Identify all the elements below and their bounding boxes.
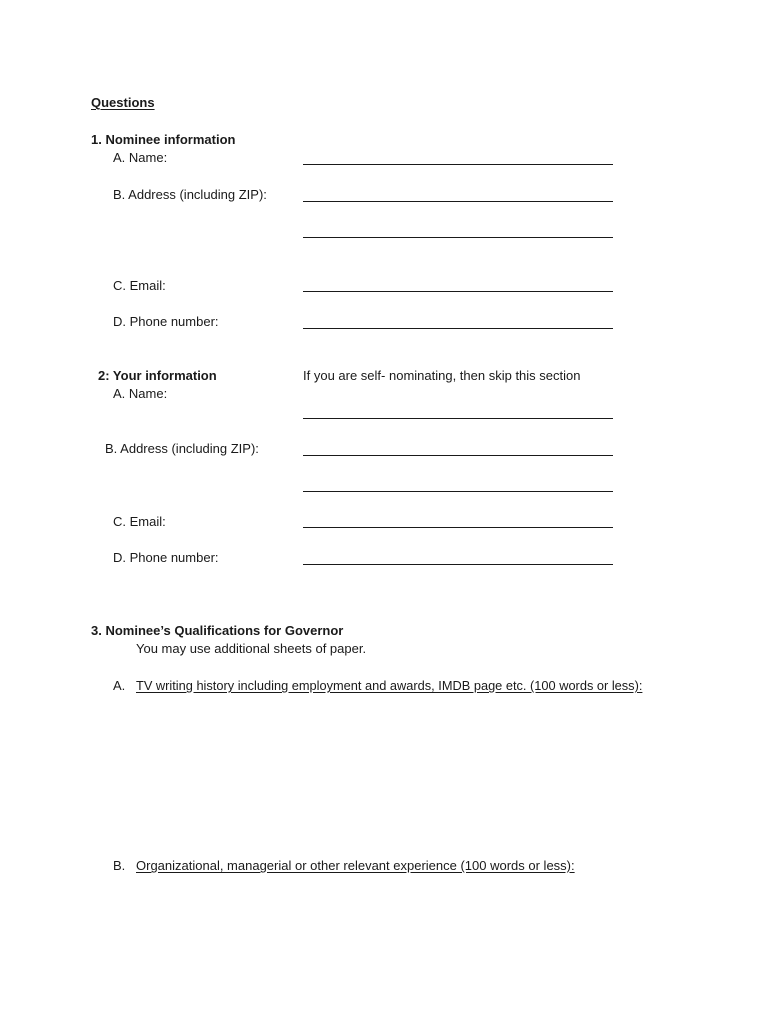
section-3-subtitle: You may use additional sheets of paper. [136, 641, 367, 656]
nominee-email-label: C. Email: [113, 278, 166, 293]
nominee-name-label: A. Name: [113, 150, 168, 165]
item-a-marker: A. [113, 678, 126, 693]
your-address-label: B. Address (including ZIP): [105, 441, 259, 456]
your-phone-field[interactable] [303, 564, 613, 565]
item-b-answer-area[interactable] [136, 880, 666, 1010]
page-heading: Questions [91, 95, 155, 110]
nominee-address-field-line-1[interactable] [303, 201, 613, 202]
your-email-field[interactable] [303, 527, 613, 528]
nominee-phone-field[interactable] [303, 328, 613, 329]
your-address-field-line-1[interactable] [303, 455, 613, 456]
item-b-marker: B. [113, 858, 126, 873]
your-address-field-line-2[interactable] [303, 491, 613, 492]
section-2-title: 2: Your information [98, 368, 217, 383]
nominee-email-field[interactable] [303, 291, 613, 292]
self-nomination-note: If you are self- nominating, then skip this section [303, 368, 581, 383]
nominee-address-label: B. Address (including ZIP): [113, 187, 267, 202]
your-name-label: A. Name: [113, 386, 168, 401]
nominee-phone-label: D. Phone number: [113, 314, 219, 329]
your-phone-label: D. Phone number: [113, 550, 219, 565]
section-1-title: 1. Nominee information [91, 132, 236, 147]
item-b-prompt: Organizational, managerial or other relevant experience (100 words or less): [136, 858, 575, 873]
nominee-name-field[interactable] [303, 164, 613, 165]
nominee-address-field-line-2[interactable] [303, 237, 613, 238]
section-3-title: 3. Nominee’s Qualifications for Governor [91, 623, 344, 638]
your-name-field[interactable] [303, 418, 613, 419]
item-a-prompt: TV writing history including employment and awards, IMDB page etc. (100 words or less): [136, 678, 643, 693]
your-email-label: C. Email: [113, 514, 166, 529]
item-a-answer-area[interactable] [136, 700, 666, 850]
